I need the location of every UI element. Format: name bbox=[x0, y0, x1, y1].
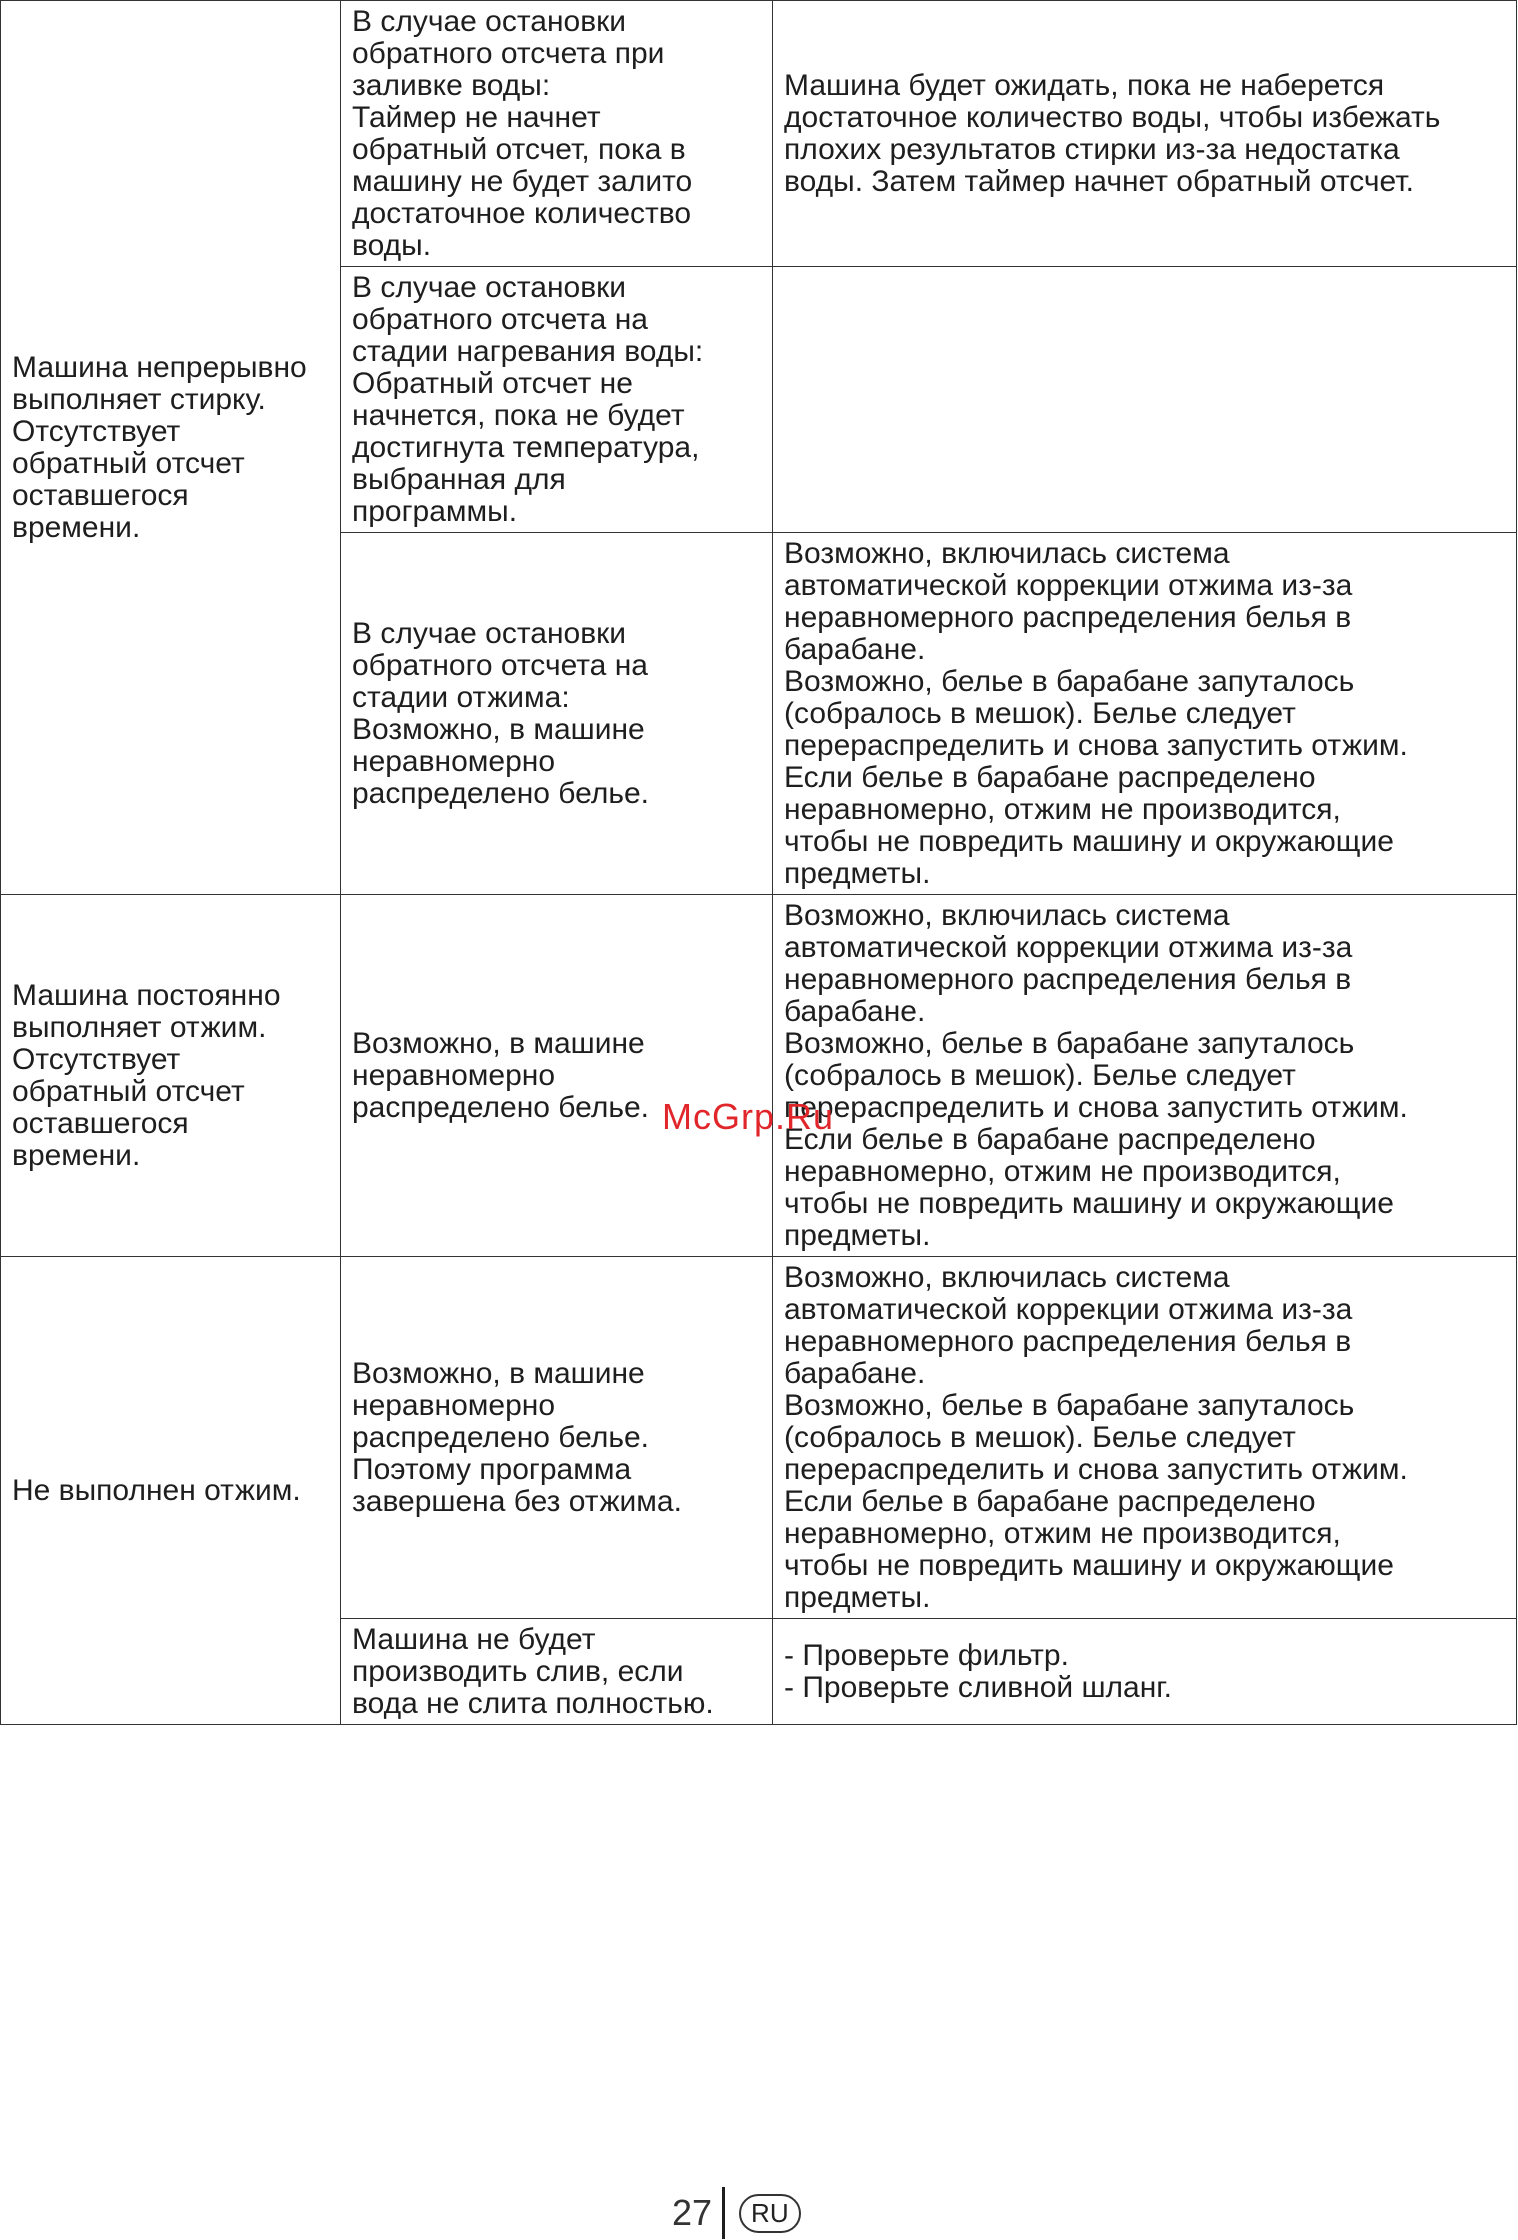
table-row bbox=[1, 895, 1517, 1257]
cause-cell: В случае остановки обратного отсчета при заливке воды: Таймер не начнет обратный отсчет, пока в машину не будет залито достаточное количество воды. bbox=[341, 1, 773, 267]
cause-cell: Возможно, в машине неравномерно распределено белье. bbox=[341, 895, 773, 1257]
solution-cell: Возможно, включилась система автоматической коррекции отжима из-за неравномерного распределения белья в барабане. Возможно, белье в барабане запуталось (собралось в мешок). Белье следует перераспределить и снова запустить отжим. Если белье в барабане распределено неравномерно, отжим не производится, чтобы не повредить машину и окружающие предметы. bbox=[773, 533, 1517, 895]
table-row bbox=[1, 1257, 1517, 1619]
solution-cell: Возможно, включилась система автоматической коррекции отжима из-за неравномерного распределения белья в барабане. Возможно, белье в барабане запуталось (собралось в мешок). Белье следует перераспределить и снова запустить отжим. Если белье в барабане распределено неравномерно, отжим не производится, чтобы не повредить машину и окружающие предметы. bbox=[773, 1257, 1517, 1619]
table-row bbox=[1, 1, 1517, 267]
problem-cell: Машина постоянно выполняет отжим. Отсутствует обратный отсчет оставшегося времени. bbox=[1, 895, 341, 1257]
cause-cell: Машина не будет производить слив, если вода не слита полностью. bbox=[341, 1619, 773, 1725]
problem-cell: Машина непрерывно выполняет стирку. Отсутствует обратный отсчет оставшегося времени. bbox=[1, 1, 341, 895]
solution-cell bbox=[773, 267, 1517, 533]
solution-cell: - Проверьте фильтр. - Проверьте сливной шланг. bbox=[773, 1619, 1517, 1725]
problem-cell: Не выполнен отжим. bbox=[1, 1257, 341, 1725]
watermark: McGrp.Ru bbox=[662, 1096, 835, 1137]
footer-divider bbox=[722, 2187, 725, 2239]
cause-cell: В случае остановки обратного отсчета на стадии нагревания воды: Обратный отсчет не начнется, пока не будет достигнута температура, выбранная для программы. bbox=[341, 267, 773, 533]
page-footer bbox=[672, 2186, 801, 2240]
solution-cell: Возможно, включилась система автоматической коррекции отжима из-за неравномерного распределения белья в барабане. Возможно, белье в барабане запуталось (собралось в мешок). Белье следует перераспределить и снова запустить отжим. Если белье в барабане распределено неравномерно, отжим не производится, чтобы не повредить машину и окружающие предметы. bbox=[773, 895, 1517, 1257]
cause-cell: Возможно, в машине неравномерно распределено белье. Поэтому программа завершена без отжима. bbox=[341, 1257, 773, 1619]
language-badge: RU bbox=[739, 2194, 801, 2233]
cause-cell: В случае остановки обратного отсчета на стадии отжима: Возможно, в машине неравномерно распределено белье. bbox=[341, 533, 773, 895]
solution-cell: Машина будет ожидать, пока не наберется достаточное количество воды, чтобы избежать плохих результатов стирки из-за недостатка воды. Затем таймер начнет обратный отсчет. bbox=[773, 1, 1517, 267]
page-number: 27 bbox=[672, 2192, 713, 2233]
